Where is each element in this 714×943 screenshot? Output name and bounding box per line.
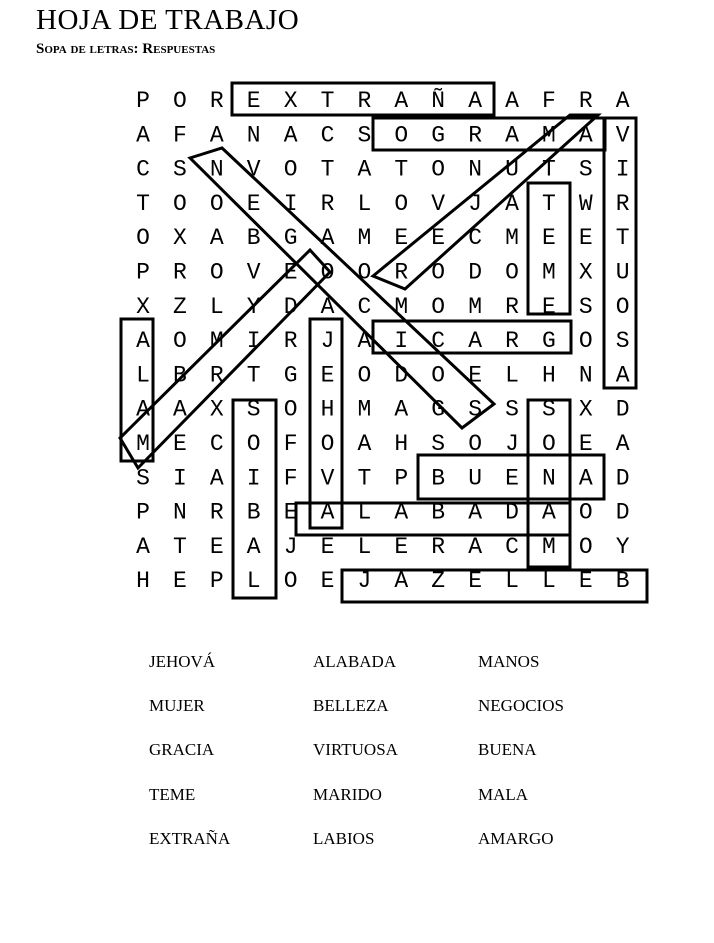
grid-cell: J (357, 568, 372, 595)
grid-cell: E (541, 293, 556, 320)
grid-cell: X (172, 225, 187, 252)
grid-cell: A (209, 225, 224, 252)
grid-cell: S (541, 396, 556, 423)
grid-cell: C (136, 156, 150, 183)
grid-cell: X (209, 396, 224, 423)
word-list-item: MARIDO (313, 784, 382, 804)
grid-cell: F (541, 88, 556, 114)
grid-cell: F (283, 465, 298, 492)
grid-cell: L (357, 190, 372, 217)
grid-cell: S (578, 156, 593, 183)
grid-cell: A (468, 88, 483, 114)
grid-cell: L (246, 568, 261, 595)
grid-cell: A (136, 122, 150, 149)
grid-cell: O (505, 259, 519, 286)
grid-cell: E (541, 225, 556, 252)
grid-cell: R (283, 328, 298, 355)
grid-cell: O (431, 362, 446, 389)
grid-cell: O (283, 156, 298, 183)
grid-cell: E (320, 533, 335, 560)
grid-cell: R (209, 88, 224, 114)
grid-cell: A (357, 156, 372, 183)
grid-cell: A (468, 499, 483, 526)
grid-cell: V (431, 190, 446, 217)
grid-cell: T (541, 190, 556, 217)
grid-cell: F (283, 431, 298, 457)
word-list-item: VIRTUOSA (313, 740, 398, 760)
grid-cell: M (136, 431, 150, 457)
grid-cell: O (394, 122, 409, 149)
grid-cell: S (431, 431, 446, 457)
grid-cell: N (468, 156, 483, 183)
grid-cell: A (209, 122, 224, 149)
grid-cell: M (394, 293, 409, 320)
grid-cell: E (172, 568, 187, 595)
grid-cell: O (172, 88, 187, 114)
grid-cell: T (320, 156, 335, 183)
grid-cell: L (136, 362, 150, 389)
grid-cell: B (431, 465, 446, 492)
grid-cell: D (615, 465, 630, 492)
grid-cell: A (394, 499, 409, 526)
grid-cell: A (505, 190, 519, 217)
grid-cell: V (246, 259, 261, 286)
grid-cell: A (209, 465, 224, 492)
grid-cell: S (468, 396, 483, 423)
grid-cell: A (283, 122, 298, 149)
grid-cell: R (172, 259, 187, 286)
grid-cell: A (394, 568, 409, 595)
worksheet-subtitle: Sopa de letras: Respuestas (36, 41, 216, 57)
grid-cell: D (505, 499, 519, 526)
grid-cell: J (505, 431, 519, 457)
grid-cell: E (320, 568, 335, 595)
grid-cell: I (172, 465, 187, 492)
word-list-item: GRACIA (149, 740, 215, 760)
grid-cell: D (283, 293, 298, 320)
grid-cell: E (468, 362, 483, 389)
grid-cell: L (505, 568, 519, 595)
grid-cell: N (541, 465, 556, 492)
grid-cell: E (246, 190, 261, 217)
grid-cell: Ñ (431, 88, 446, 114)
grid-cell: U (615, 259, 630, 286)
grid-cell: C (468, 225, 483, 252)
grid-cell: P (136, 88, 150, 114)
grid-cell: O (431, 293, 446, 320)
grid-cell: G (541, 328, 556, 355)
grid-cell: M (541, 122, 556, 149)
grid-cell: A (320, 225, 335, 252)
grid-cell: T (246, 362, 261, 389)
grid-cell: R (468, 122, 483, 149)
word-list-item: NEGOCIOS (478, 696, 564, 716)
word-list-item: BELLEZA (313, 696, 389, 716)
grid-cell: R (209, 362, 224, 389)
grid-cell: M (468, 293, 483, 320)
grid-cell: D (468, 259, 483, 286)
grid-cell: V (615, 122, 630, 149)
grid-cell: V (246, 156, 261, 183)
grid-cell: S (136, 465, 150, 492)
grid-cell: O (468, 431, 483, 457)
grid-cell: B (246, 225, 261, 252)
word-list-item: MALA (478, 784, 529, 804)
grid-cell: A (246, 533, 261, 560)
grid-cell: S (578, 293, 593, 320)
grid-cell: T (541, 156, 556, 183)
grid-cell: M (505, 225, 519, 252)
grid-cell: B (246, 499, 261, 526)
grid-cell: P (209, 568, 224, 595)
grid-cell: H (541, 362, 556, 389)
grid-cell: M (541, 533, 556, 560)
grid-cell: M (209, 328, 224, 355)
word-list-item: JEHOVÁ (149, 652, 216, 671)
grid-cell: O (320, 431, 335, 457)
grid-cell: C (431, 328, 446, 355)
grid-cell: A (468, 328, 483, 355)
grid-cell: N (172, 499, 187, 526)
word-list-item: TEME (149, 784, 196, 804)
grid-cell: A (468, 533, 483, 560)
grid-cell: A (320, 293, 335, 320)
grid-cell: E (578, 568, 593, 595)
grid-cell: I (246, 328, 261, 355)
grid-cell: X (578, 396, 593, 423)
grid-cell: R (578, 88, 593, 114)
grid-cell: N (578, 362, 593, 389)
grid-cell: A (615, 362, 630, 389)
grid-cell: D (615, 396, 630, 423)
grid-cell: A (136, 396, 150, 423)
grid-cell: E (320, 362, 335, 389)
grid-cell: O (394, 190, 409, 217)
grid-cell: E (209, 533, 224, 560)
grid-cell: R (505, 328, 519, 355)
grid-cell: C (209, 431, 224, 457)
grid-cell: N (209, 156, 224, 183)
grid-cell: E (468, 568, 483, 595)
grid-cell: C (320, 122, 335, 149)
grid-cell: R (209, 499, 224, 526)
grid-cell: T (615, 225, 630, 252)
grid-cell: G (283, 362, 298, 389)
grid-cell: E (394, 533, 409, 560)
grid-cell: I (246, 465, 261, 492)
grid-cell: O (136, 225, 150, 252)
grid-cell: L (541, 568, 556, 595)
word-list-item: MANOS (478, 652, 540, 671)
grid-cell: A (136, 328, 150, 355)
grid-cell: O (431, 259, 446, 286)
grid-cell: S (246, 396, 261, 423)
grid-cell: C (505, 533, 519, 560)
grid-cell: V (320, 465, 335, 492)
grid-cell: A (357, 431, 372, 457)
grid-cell: Y (246, 293, 261, 320)
grid-cell: G (431, 122, 446, 149)
grid-cell: E (394, 225, 409, 252)
grid-cell: H (320, 396, 335, 423)
grid-cell: L (357, 533, 372, 560)
grid-cell: O (209, 259, 224, 286)
grid-cell: W (578, 190, 593, 217)
grid-cell: G (283, 225, 298, 252)
grid-cell: O (320, 259, 335, 286)
grid-cell: A (394, 88, 409, 114)
grid-cell: C (357, 293, 372, 320)
word-list-item: MUJER (149, 696, 205, 716)
grid-cell: T (172, 533, 187, 560)
grid-cell: O (578, 328, 593, 355)
grid-cell: O (172, 190, 187, 217)
grid-cell: Z (431, 568, 446, 595)
grid-cell: O (357, 259, 372, 286)
grid-cell: A (357, 328, 372, 355)
grid-cell: E (578, 225, 593, 252)
grid-cell: E (578, 431, 593, 457)
grid-cell: S (172, 156, 187, 183)
grid-cell: O (541, 431, 556, 457)
grid-cell: A (541, 499, 556, 526)
grid-cell: L (357, 499, 372, 526)
grid-cell: S (615, 328, 630, 355)
grid-cell: J (320, 328, 335, 355)
grid-cell: I (615, 156, 630, 183)
grid-cell: O (578, 533, 593, 560)
grid-cell: A (320, 499, 335, 526)
grid-cell: X (578, 259, 593, 286)
grid-cell: E (246, 88, 261, 114)
grid-cell: L (505, 362, 519, 389)
grid-cell: N (246, 122, 261, 149)
grid-cell: X (136, 293, 150, 320)
grid-cell: T (136, 190, 150, 217)
grid-cell: H (136, 568, 150, 595)
grid-cell: I (283, 190, 298, 217)
grid-cell: O (246, 431, 261, 457)
grid-cell: T (394, 156, 409, 183)
grid-cell: U (468, 465, 483, 492)
grid-cell: O (431, 156, 446, 183)
grid-cell: X (283, 88, 298, 114)
grid-cell: A (505, 88, 519, 114)
grid-cell: B (431, 499, 446, 526)
grid-cell: O (357, 362, 372, 389)
grid-cell: A (615, 88, 630, 114)
grid-cell: O (283, 568, 298, 595)
grid-cell: A (394, 396, 409, 423)
grid-cell: O (615, 293, 630, 320)
grid-cell: I (394, 328, 409, 355)
answer-belleza-outline (342, 570, 647, 602)
worksheet-title: HOJA DE TRABAJO (36, 4, 300, 36)
grid-cell: E (172, 431, 187, 457)
word-list-item: EXTRAÑA (149, 828, 231, 848)
grid-cell: A (172, 396, 187, 423)
grid-cell: L (209, 293, 224, 320)
grid-cell: S (357, 122, 372, 149)
grid-cell: R (431, 533, 446, 560)
grid-cell: B (172, 362, 187, 389)
grid-cell: B (615, 568, 630, 595)
grid-cell: H (394, 431, 409, 457)
grid-cell: D (615, 499, 630, 526)
grid-cell: R (394, 259, 409, 286)
word-list-item: BUENA (478, 740, 537, 760)
grid-cell: A (615, 431, 630, 457)
grid-cell: G (431, 396, 446, 423)
grid-cell: S (505, 396, 519, 423)
grid-cell: O (283, 396, 298, 423)
grid-cell: E (283, 499, 298, 526)
grid-cell: P (136, 259, 150, 286)
grid-cell: M (541, 259, 556, 286)
grid-cell: O (578, 499, 593, 526)
grid-cell: U (505, 156, 519, 183)
grid-cell: J (468, 190, 483, 217)
grid-cell: R (357, 88, 372, 114)
answer-outlines (120, 83, 647, 602)
grid-cell: A (505, 122, 519, 149)
grid-cell: O (172, 328, 187, 355)
grid-cell: E (283, 259, 298, 286)
grid-cell: O (209, 190, 224, 217)
grid-cell: A (136, 533, 150, 560)
grid-cell: F (172, 122, 187, 149)
grid-cell: T (320, 88, 335, 114)
word-list-item: LABIOS (313, 828, 375, 848)
grid-cell: P (394, 465, 409, 492)
grid-cell: T (357, 465, 372, 492)
grid-cell: M (357, 396, 372, 423)
grid-cell: D (394, 362, 409, 389)
grid-cell: A (578, 465, 593, 492)
grid-cell: R (505, 293, 519, 320)
grid-cell: M (357, 225, 372, 252)
grid-cell: R (615, 190, 630, 217)
grid-cell: A (578, 122, 593, 149)
word-list-item: ALABADA (313, 652, 397, 671)
grid-cell: J (283, 533, 298, 560)
word-list-item: AMARGO (478, 828, 554, 848)
grid-cell: P (136, 499, 150, 526)
grid-cell: E (431, 225, 446, 252)
grid-cell: Y (615, 533, 630, 560)
grid-cell: Z (172, 293, 187, 320)
grid-cell: E (505, 465, 519, 492)
grid-cell: R (320, 190, 335, 217)
